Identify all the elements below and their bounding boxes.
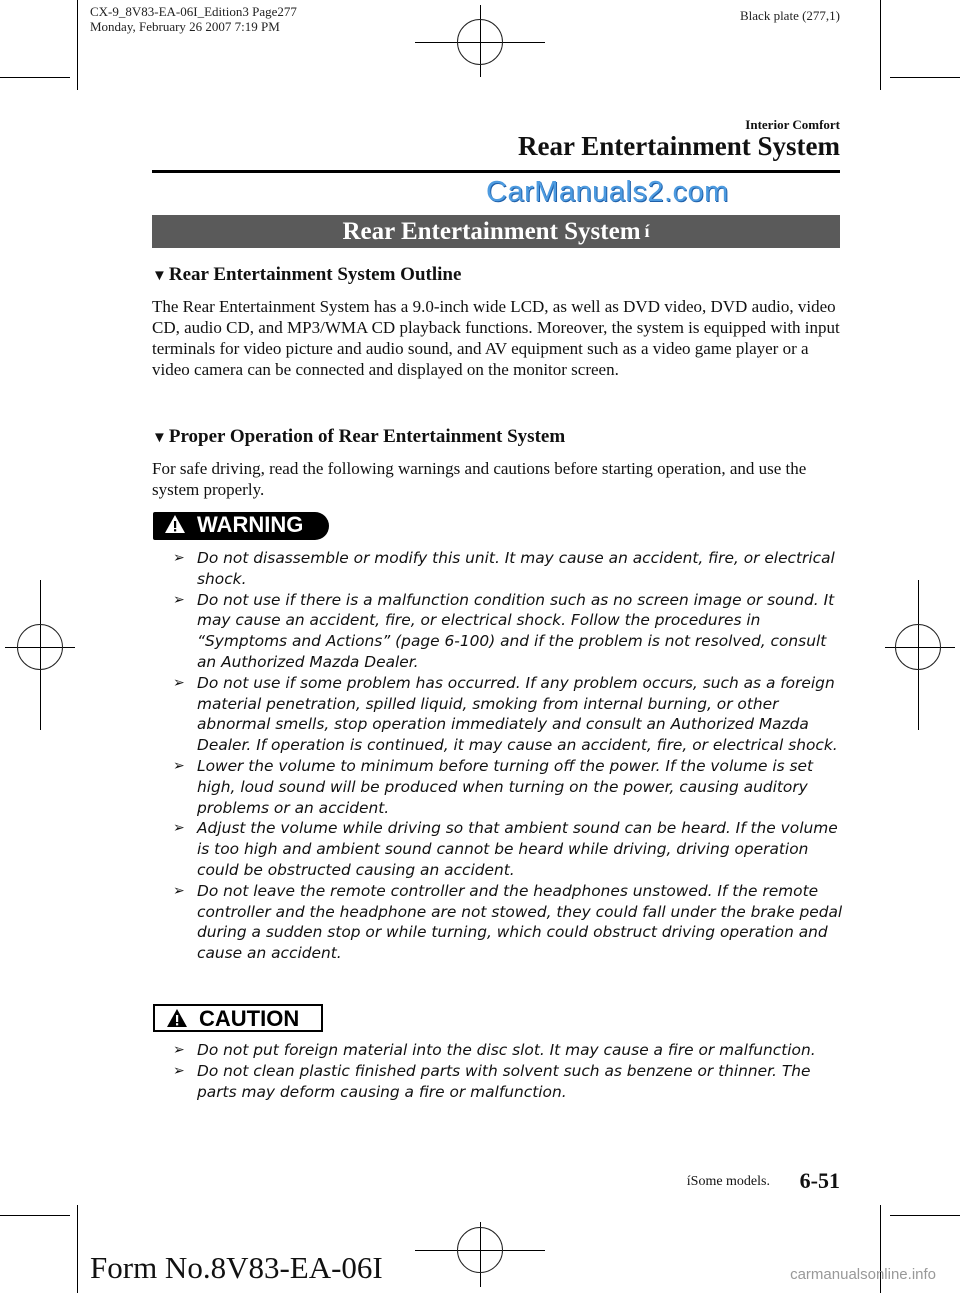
page-number: 6-51	[799, 1168, 840, 1193]
crop-mark	[880, 0, 881, 90]
caution-label: CAUTION	[199, 1006, 300, 1031]
arrow-bullet-icon: ➢	[173, 591, 185, 608]
outline-heading	[152, 264, 842, 286]
crop-mark	[890, 77, 960, 78]
proper-body: For safe driving, read the following warnings and cautions before starting operation, and use the system properly.	[152, 459, 807, 499]
registration-mark-icon	[457, 1227, 503, 1273]
proper-heading-text: Proper Operation of Rear Entertainment System	[168, 426, 566, 447]
section-banner	[152, 215, 840, 248]
header-rule	[152, 170, 840, 173]
caution-badge	[153, 1004, 323, 1032]
outline-body: The Rear Entertainment System has a 9.0-inch wide LCD, as well as DVD video, DVD audio, video CD, audio CD, and MP3/WMA CD playback functions. Moreover, the system is equipped with input terminals for video picture and audio sound, and AV equipment such as a video game player or a video camera can be connected and displayed on the monitor screen.	[152, 297, 840, 379]
crop-mark	[890, 1215, 960, 1216]
warning-badge	[153, 512, 329, 540]
site-watermark: carmanualsonline.info	[790, 1266, 936, 1283]
printer-info-line1: CX-9_8V83-EA-06I_Edition3 Page277	[90, 4, 297, 19]
watermark: CarManuals2.com	[486, 176, 729, 208]
arrow-bullet-icon: ➢	[173, 820, 185, 837]
banner-title: Rear Entertainment System	[342, 218, 641, 245]
outline-heading-text: Rear Entertainment System Outline	[168, 264, 462, 285]
crop-mark	[77, 0, 78, 90]
triangle-bullet-icon: ▼	[152, 268, 167, 284]
proper-heading	[152, 426, 842, 448]
arrow-bullet-icon: ➢	[173, 674, 185, 691]
outline-section	[152, 264, 842, 380]
caution-triangle-icon	[166, 1008, 188, 1028]
arrow-bullet-icon: ➢	[173, 1062, 185, 1079]
section-label: Interior Comfort	[745, 117, 840, 132]
some-models-star-icon: í	[644, 221, 650, 241]
caution-list	[167, 1040, 847, 1102]
warning-item: ➢ Lower the volume to minimum before turning off the power. If the volume is set high, loud sound will be produced when turning on the power, causing auditory problems or an accident.	[173, 756, 814, 817]
arrow-bullet-icon: ➢	[173, 882, 185, 899]
caution-item: ➢ Do not put foreign material into the disc slot. It may cause a fire or malfunction.	[173, 1041, 816, 1059]
registration-mark-icon	[895, 624, 941, 670]
arrow-bullet-icon: ➢	[173, 757, 185, 774]
arrow-bullet-icon: ➢	[173, 1042, 185, 1058]
page-title: Rear Entertainment System	[518, 131, 840, 161]
warning-triangle-icon	[164, 514, 186, 534]
caution-item: ➢ Do not clean plastic finished parts with solvent such as benzene or thinner. The parts may deform causing a fire or malfunction.	[173, 1061, 811, 1101]
printer-info-line2: Monday, February 26 2007 7:19 PM	[90, 19, 280, 34]
plate-info: Black plate (277,1)	[740, 8, 840, 23]
form-number: Form No.8V83-EA-06I	[90, 1250, 383, 1285]
warning-item: ➢ Adjust the volume while driving so that ambient sound can be heard. If the volume is too high and ambient sound cannot be heard while driving, driving operation could be obstructed causing an accident.	[173, 819, 838, 879]
registration-mark-icon	[457, 19, 503, 65]
arrow-bullet-icon: ➢	[173, 550, 185, 566]
warning-item: ➢ Do not leave the remote controller and the headphones unstowed. If the remote controller and the headphone are not stowed, they could fall under the brake pedal during a sudden stop or while turning, which could obstruct driving operation and cause an accident.	[173, 881, 843, 963]
crop-mark	[77, 1205, 78, 1293]
some-models-note: íSome models.	[686, 1174, 770, 1189]
warning-item: ➢ Do not disassemble or modify this unit. It may cause an accident, fire, or electrical shock.	[173, 549, 835, 588]
registration-mark-icon	[17, 624, 63, 670]
crop-mark	[0, 1215, 70, 1216]
warning-item: ➢ Do not use if there is a malfunction condition such as no screen image or sound. It may cause an accident, fire, or electrical shock. Follow the procedures in “Symptoms and Actions” (page 6-100) and if the problem is not resolved, consult an Authorized Mazda Dealer.	[173, 590, 835, 671]
proper-operation-section	[152, 426, 842, 500]
crop-mark	[0, 77, 70, 78]
triangle-bullet-icon: ▼	[152, 430, 167, 446]
warning-list	[167, 548, 847, 964]
warning-item: ➢ Do not use if some problem has occurred. If any problem occurs, such as a foreign material penetration, spilled liquid, smoking from internal burning, or other abnormal smells, stop operation immediately and consult an Authorized Mazda Dealer. If operation is continued, it may cause an accident, fire, or electrical shock.	[173, 673, 838, 755]
warning-label: WARNING	[197, 512, 304, 537]
printer-info	[90, 4, 297, 34]
